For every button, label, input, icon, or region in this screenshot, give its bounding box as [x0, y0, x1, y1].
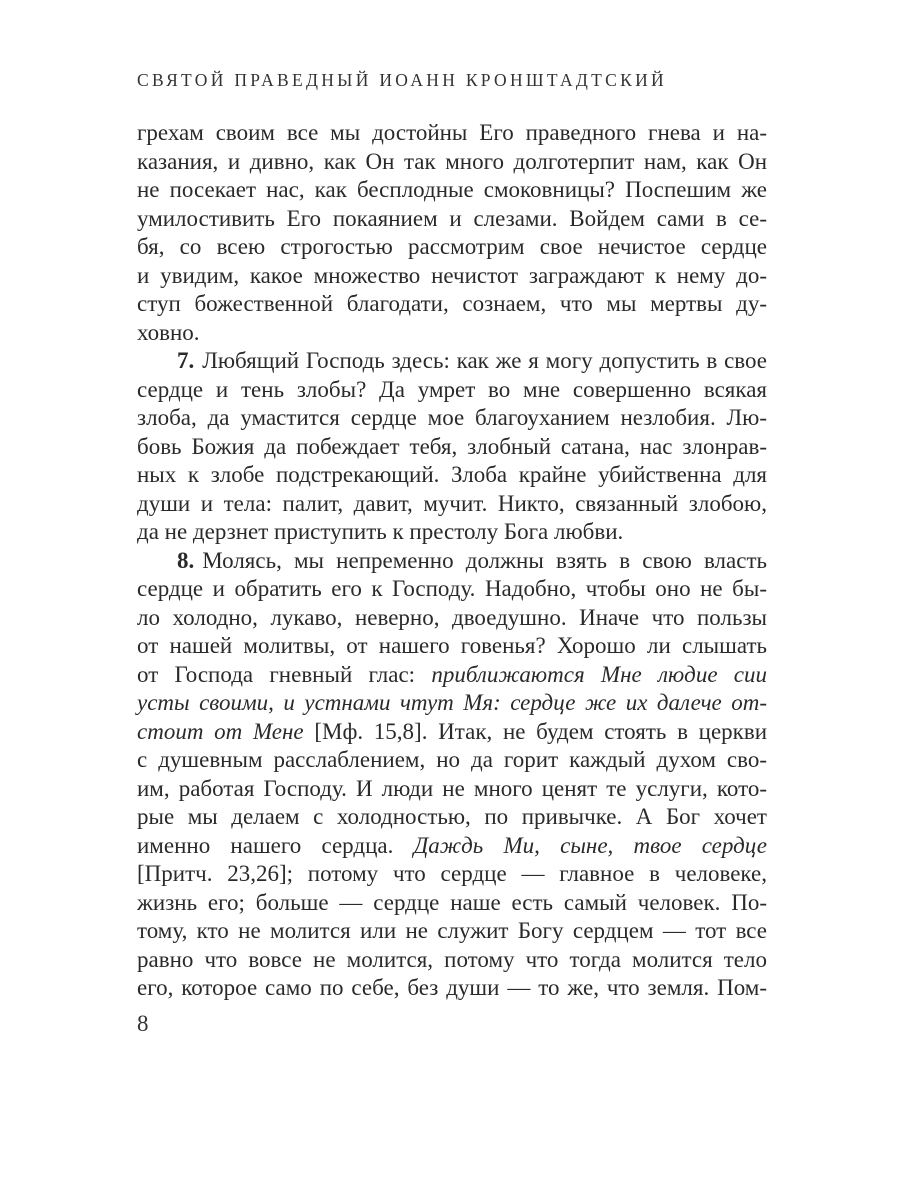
text-segment: [Мф. 15,8]. Итак, не будем стоять в церкви — [303, 718, 768, 744]
text-segment: сердце и тень злобы? Да умрет во мне совершенно всякая — [137, 376, 767, 402]
text-line — [137, 490, 767, 519]
text-segment: ховно. — [137, 319, 200, 345]
text-line — [137, 404, 767, 433]
scripture-quote: усты своими, и устнами чтут Мя: сердце же их далече от- — [137, 690, 767, 715]
running-head: СВЯТОЙ ПРАВЕДНЫЙ ИОАНН КРОНШТАДТСКИЙ — [137, 70, 667, 90]
text-line — [137, 775, 767, 804]
text-line — [137, 433, 767, 462]
text-line — [137, 347, 767, 376]
text-line — [137, 917, 767, 946]
text-segment: умилостивить Его покаянием и слезами. Войдем сами в се- — [137, 205, 767, 231]
text-segment: от Господа гневный глас: — [137, 661, 432, 687]
scripture-quote: Даждь Ми, сыне, твое сердце — [413, 832, 767, 858]
text-line — [137, 689, 767, 718]
text-segment: не посекает нас, как бесплодные смоковницы? Поспешим же — [137, 177, 767, 202]
text-segment: его, которое само по себе, без души — то же, что земля. Пом- — [137, 975, 767, 1000]
page-number: 8 — [137, 1011, 149, 1036]
text-line — [137, 575, 767, 604]
text-segment: злоба, да умастится сердце мое благоуханием незлобия. Лю- — [137, 405, 767, 430]
text-line — [137, 148, 767, 177]
text-line — [137, 889, 767, 918]
text-line — [137, 205, 767, 234]
paragraph-number: 8. — [177, 547, 195, 573]
text-line — [137, 661, 767, 690]
scripture-quote: стоит от Мене — [137, 718, 304, 744]
text-line — [137, 461, 767, 490]
text-segment: сердце и обратить его к Господу. Надобно, чтобы оно не бы- — [137, 576, 767, 601]
text-segment: бя, со всею строгостью рассмотрим свое нечистое сердце — [137, 234, 767, 259]
text-line — [137, 176, 767, 205]
text-line — [137, 547, 767, 576]
text-segment: души и тела: палит, давит, мучит. Никто, связанный злобою, — [137, 490, 767, 516]
text-line — [137, 746, 767, 775]
text-line — [137, 262, 767, 291]
text-segment: именно нашего сердца. — [137, 832, 414, 858]
text-line — [137, 632, 767, 661]
text-line — [137, 290, 767, 319]
text-line — [137, 946, 767, 975]
text-line — [137, 718, 767, 747]
text-segment: им, работая Господу. И люди не много ценят те услуги, кото- — [137, 775, 767, 801]
scripture-quote: приближаются Мне людие сии — [431, 661, 767, 687]
text-segment: бовь Божия да побеждает тебя, злобный сатана, нас злонрав- — [137, 433, 767, 459]
text-segment: и увидим, какое множество нечистот заграждают к нему до- — [137, 262, 767, 288]
text-segment: ло холодно, лукаво, неверно, двоедушно. Иначе что пользы — [137, 604, 767, 630]
text-line — [137, 604, 767, 633]
text-segment: с душевным расслаблением, но да горит каждый духом сво- — [137, 747, 767, 772]
text-segment: казания, и дивно, как Он так много долготерпит нам, как Он — [137, 148, 767, 174]
text-segment: рые мы делаем с холодностью, по привычке. А Бог хочет — [137, 804, 767, 829]
text-line — [137, 376, 767, 405]
text-segment: ступ божественной благодати, сознаем, что мы мертвы ду- — [137, 291, 767, 316]
text-line — [137, 119, 767, 148]
text-segment: жизнь его; больше — сердце наше есть самый человек. По- — [137, 889, 767, 915]
text-line — [137, 860, 767, 889]
text-segment: грехам своим все мы достойны Его праведного гнева и на- — [137, 120, 767, 145]
text-line — [137, 518, 767, 547]
text-segment: равно что вовсе не молится, потому что тогда молится тело — [137, 946, 767, 972]
text-line — [137, 832, 767, 861]
text-segment: [Притч. 23,26]; потому что сердце — главное в человеке, — [137, 861, 767, 886]
body-text — [137, 119, 767, 1003]
text-line — [137, 233, 767, 262]
text-segment: Любящий Господь здесь: как же я могу допустить в свое — [202, 348, 767, 373]
text-segment: от нашей молитвы, от нашего говенья? Хорошо ли слышать — [137, 633, 767, 658]
text-segment: тому, кто не молится или не служит Богу сердцем — тот все — [137, 918, 767, 943]
text-line — [137, 319, 767, 348]
text-segment: да не дерзнет приступить к престолу Бога любви. — [137, 519, 624, 544]
text-line — [137, 803, 767, 832]
paragraph-number: 7. — [177, 348, 195, 373]
text-segment: ных к злобе подстрекающий. Злоба крайне убийственна для — [137, 462, 767, 487]
text-line — [137, 974, 767, 1003]
text-segment: Молясь, мы непременно должны взять в свою власть — [202, 547, 767, 573]
